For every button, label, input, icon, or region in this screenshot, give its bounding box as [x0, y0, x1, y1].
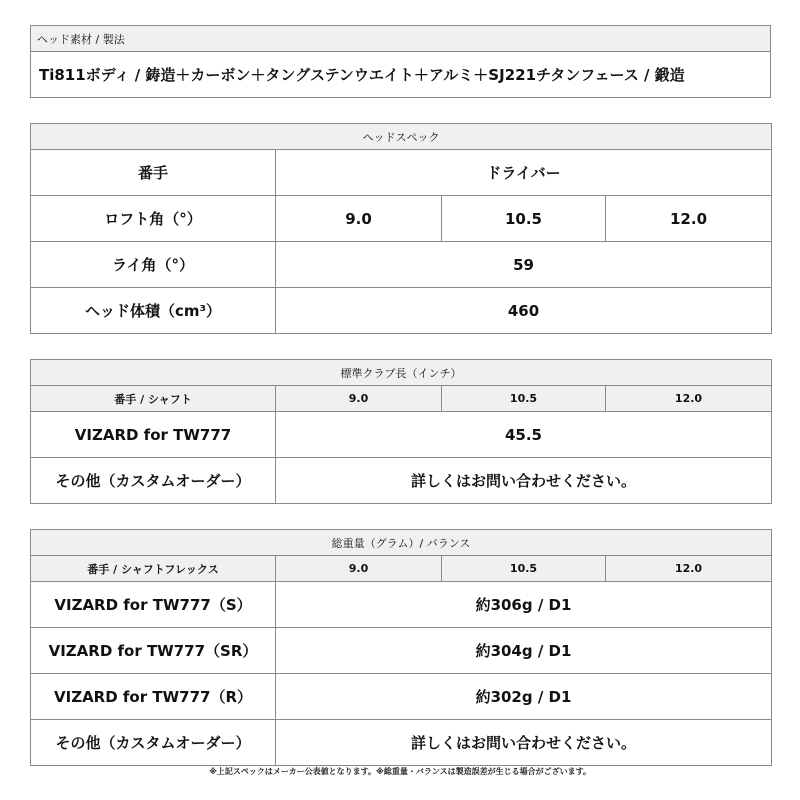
row-label: その他（カスタムオーダー） [31, 720, 276, 766]
table-row [31, 288, 772, 334]
table-row [31, 458, 772, 504]
column-header: 10.5 [442, 556, 606, 582]
material-value: Ti811ボディ / 鋳造＋カーボン＋タングステンウエイト＋アルミ＋SJ221チタンフェース / 鍛造 [31, 52, 771, 98]
column-header: 10.5 [442, 386, 606, 412]
row-label: ヘッド体積（cm³） [31, 288, 276, 334]
table-row [31, 412, 772, 458]
row-label: VIZARD for TW777（S） [31, 582, 276, 628]
club-length-title: 標準クラブ長（インチ） [31, 360, 772, 386]
cell-value: 9.0 [276, 196, 442, 242]
table-row [31, 674, 772, 720]
cell-value: 12.0 [606, 196, 772, 242]
cell-value: 59 [276, 242, 772, 288]
cell-value: 詳しくはお問い合わせください。 [276, 458, 772, 504]
row-label: ロフト角（°） [31, 196, 276, 242]
head-spec-title: ヘッドスペック [31, 124, 772, 150]
column-header: 9.0 [276, 386, 442, 412]
column-header: 12.0 [606, 386, 772, 412]
cell-value: 約304g / D1 [276, 628, 772, 674]
weight-balance-title: 総重量（グラム）/ バランス [31, 530, 772, 556]
table-row [31, 242, 772, 288]
table-row [31, 196, 772, 242]
row-label: VIZARD for TW777 [31, 412, 276, 458]
column-header: 12.0 [606, 556, 772, 582]
table-row [31, 582, 772, 628]
cell-value: 460 [276, 288, 772, 334]
table-row [31, 720, 772, 766]
table-row [31, 150, 772, 196]
footnote: ※上記スペックはメーカー公表値となります。※総重量・バランスは製造誤差が生じる場合がございます。 [209, 767, 591, 776]
cell-value: 約306g / D1 [276, 582, 772, 628]
row-label: VIZARD for TW777（SR） [31, 628, 276, 674]
head-material-table [30, 25, 771, 98]
row-label: その他（カスタムオーダー） [31, 458, 276, 504]
column-header: 9.0 [276, 556, 442, 582]
row-label: ライ角（°） [31, 242, 276, 288]
row-label: 番手 [31, 150, 276, 196]
cell-value: 10.5 [442, 196, 606, 242]
cell-value: 約302g / D1 [276, 674, 772, 720]
table-row [31, 628, 772, 674]
cell-value: 詳しくはお問い合わせください。 [276, 720, 772, 766]
column-header: 番手 / シャフト [31, 386, 276, 412]
weight-balance-table [30, 529, 772, 766]
row-label: VIZARD for TW777（R） [31, 674, 276, 720]
head-spec-table [30, 123, 772, 334]
material-header: ヘッド素材 / 製法 [31, 26, 771, 52]
club-length-table [30, 359, 772, 504]
column-header: 番手 / シャフトフレックス [31, 556, 276, 582]
cell-value: 45.5 [276, 412, 772, 458]
cell-value: ドライバー [276, 150, 772, 196]
